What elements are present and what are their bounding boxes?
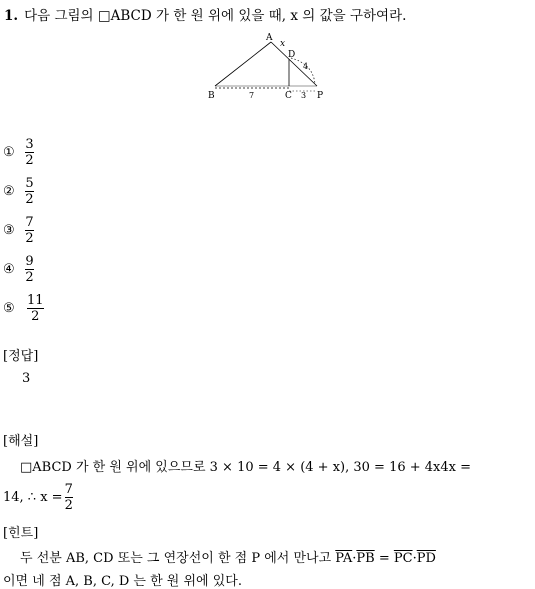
segment-pc: $\overline{PC}$: [393, 551, 413, 566]
hint-line-1: [20, 547, 436, 566]
segment-pa: $\overline{PA}$: [335, 551, 353, 566]
option-fraction: [25, 254, 34, 285]
dot: ·: [412, 551, 417, 566]
label-p: P: [317, 91, 324, 101]
question: [4, 4, 406, 24]
numerator: 7: [64, 482, 73, 497]
option-number: ④: [3, 262, 15, 277]
option-3[interactable]: [3, 215, 34, 246]
denominator: 2: [25, 231, 34, 246]
option-5[interactable]: [3, 293, 44, 324]
denominator: 2: [25, 270, 34, 285]
option-fraction: [25, 215, 34, 246]
segment-pd: $\overline{PD}$: [416, 551, 436, 566]
geometry-figure: [205, 28, 335, 104]
denominator: 2: [31, 309, 40, 324]
dot: ·: [352, 551, 357, 566]
numerator: 11: [27, 293, 44, 308]
option-number: ⑤: [3, 301, 15, 316]
label-c: C: [285, 91, 292, 101]
numerator: 5: [25, 176, 34, 191]
answer-heading: [정답]: [3, 349, 39, 364]
option-2[interactable]: [3, 176, 34, 207]
explanation-line-2-text: 14, ∴ x =: [3, 490, 63, 505]
numerator: 7: [25, 215, 34, 230]
numerator: 3: [25, 137, 34, 152]
explanation-fraction: [65, 482, 73, 513]
hint-line-2: 이면 네 점 A, B, C, D 는 한 원 위에 있다.: [3, 574, 242, 589]
option-number: ②: [3, 184, 15, 199]
question-text: 다음 그림의 □ABCD 가 한 원 위에 있을 때, x 의 값을 구하여라.: [24, 8, 407, 24]
segment-pb: $\overline{PB}$: [356, 551, 375, 566]
option-number: ③: [3, 223, 15, 238]
label-b: B: [208, 91, 215, 101]
label-x: x: [280, 39, 286, 49]
option-number: ①: [3, 145, 15, 160]
question-number: 1.: [4, 8, 19, 24]
hint-line-1-text: 두 선분 AB, CD 또는 그 연장선이 한 점 P 에서 만나고: [20, 551, 336, 566]
label-seg-cp: 3: [301, 91, 307, 100]
label-seg-dp: 4: [303, 62, 309, 71]
hint-heading: [힌트]: [3, 526, 39, 541]
explanation-heading: [해설]: [3, 434, 39, 449]
segment-ab: [215, 42, 271, 86]
label-d: D: [288, 50, 296, 60]
denominator: 2: [25, 192, 34, 207]
equals: =: [378, 551, 390, 566]
denominator: 2: [64, 498, 73, 513]
answer-value: 3: [22, 371, 31, 386]
explanation-line-2: [3, 482, 75, 513]
explanation-line-1: □ABCD 가 한 원 위에 있으므로 3 × 10 = 4 × (4 + x), 30 = 16 + 4x4x =: [20, 460, 472, 475]
label-seg-bc: 7: [249, 91, 255, 100]
label-a: A: [266, 33, 273, 43]
segment-ap: [271, 42, 317, 86]
denominator: 2: [25, 153, 34, 168]
option-fraction: [25, 137, 34, 168]
option-4[interactable]: [3, 254, 34, 285]
option-1[interactable]: [3, 137, 34, 168]
option-fraction: [25, 176, 34, 207]
option-fraction: [27, 293, 44, 324]
numerator: 9: [25, 254, 34, 269]
